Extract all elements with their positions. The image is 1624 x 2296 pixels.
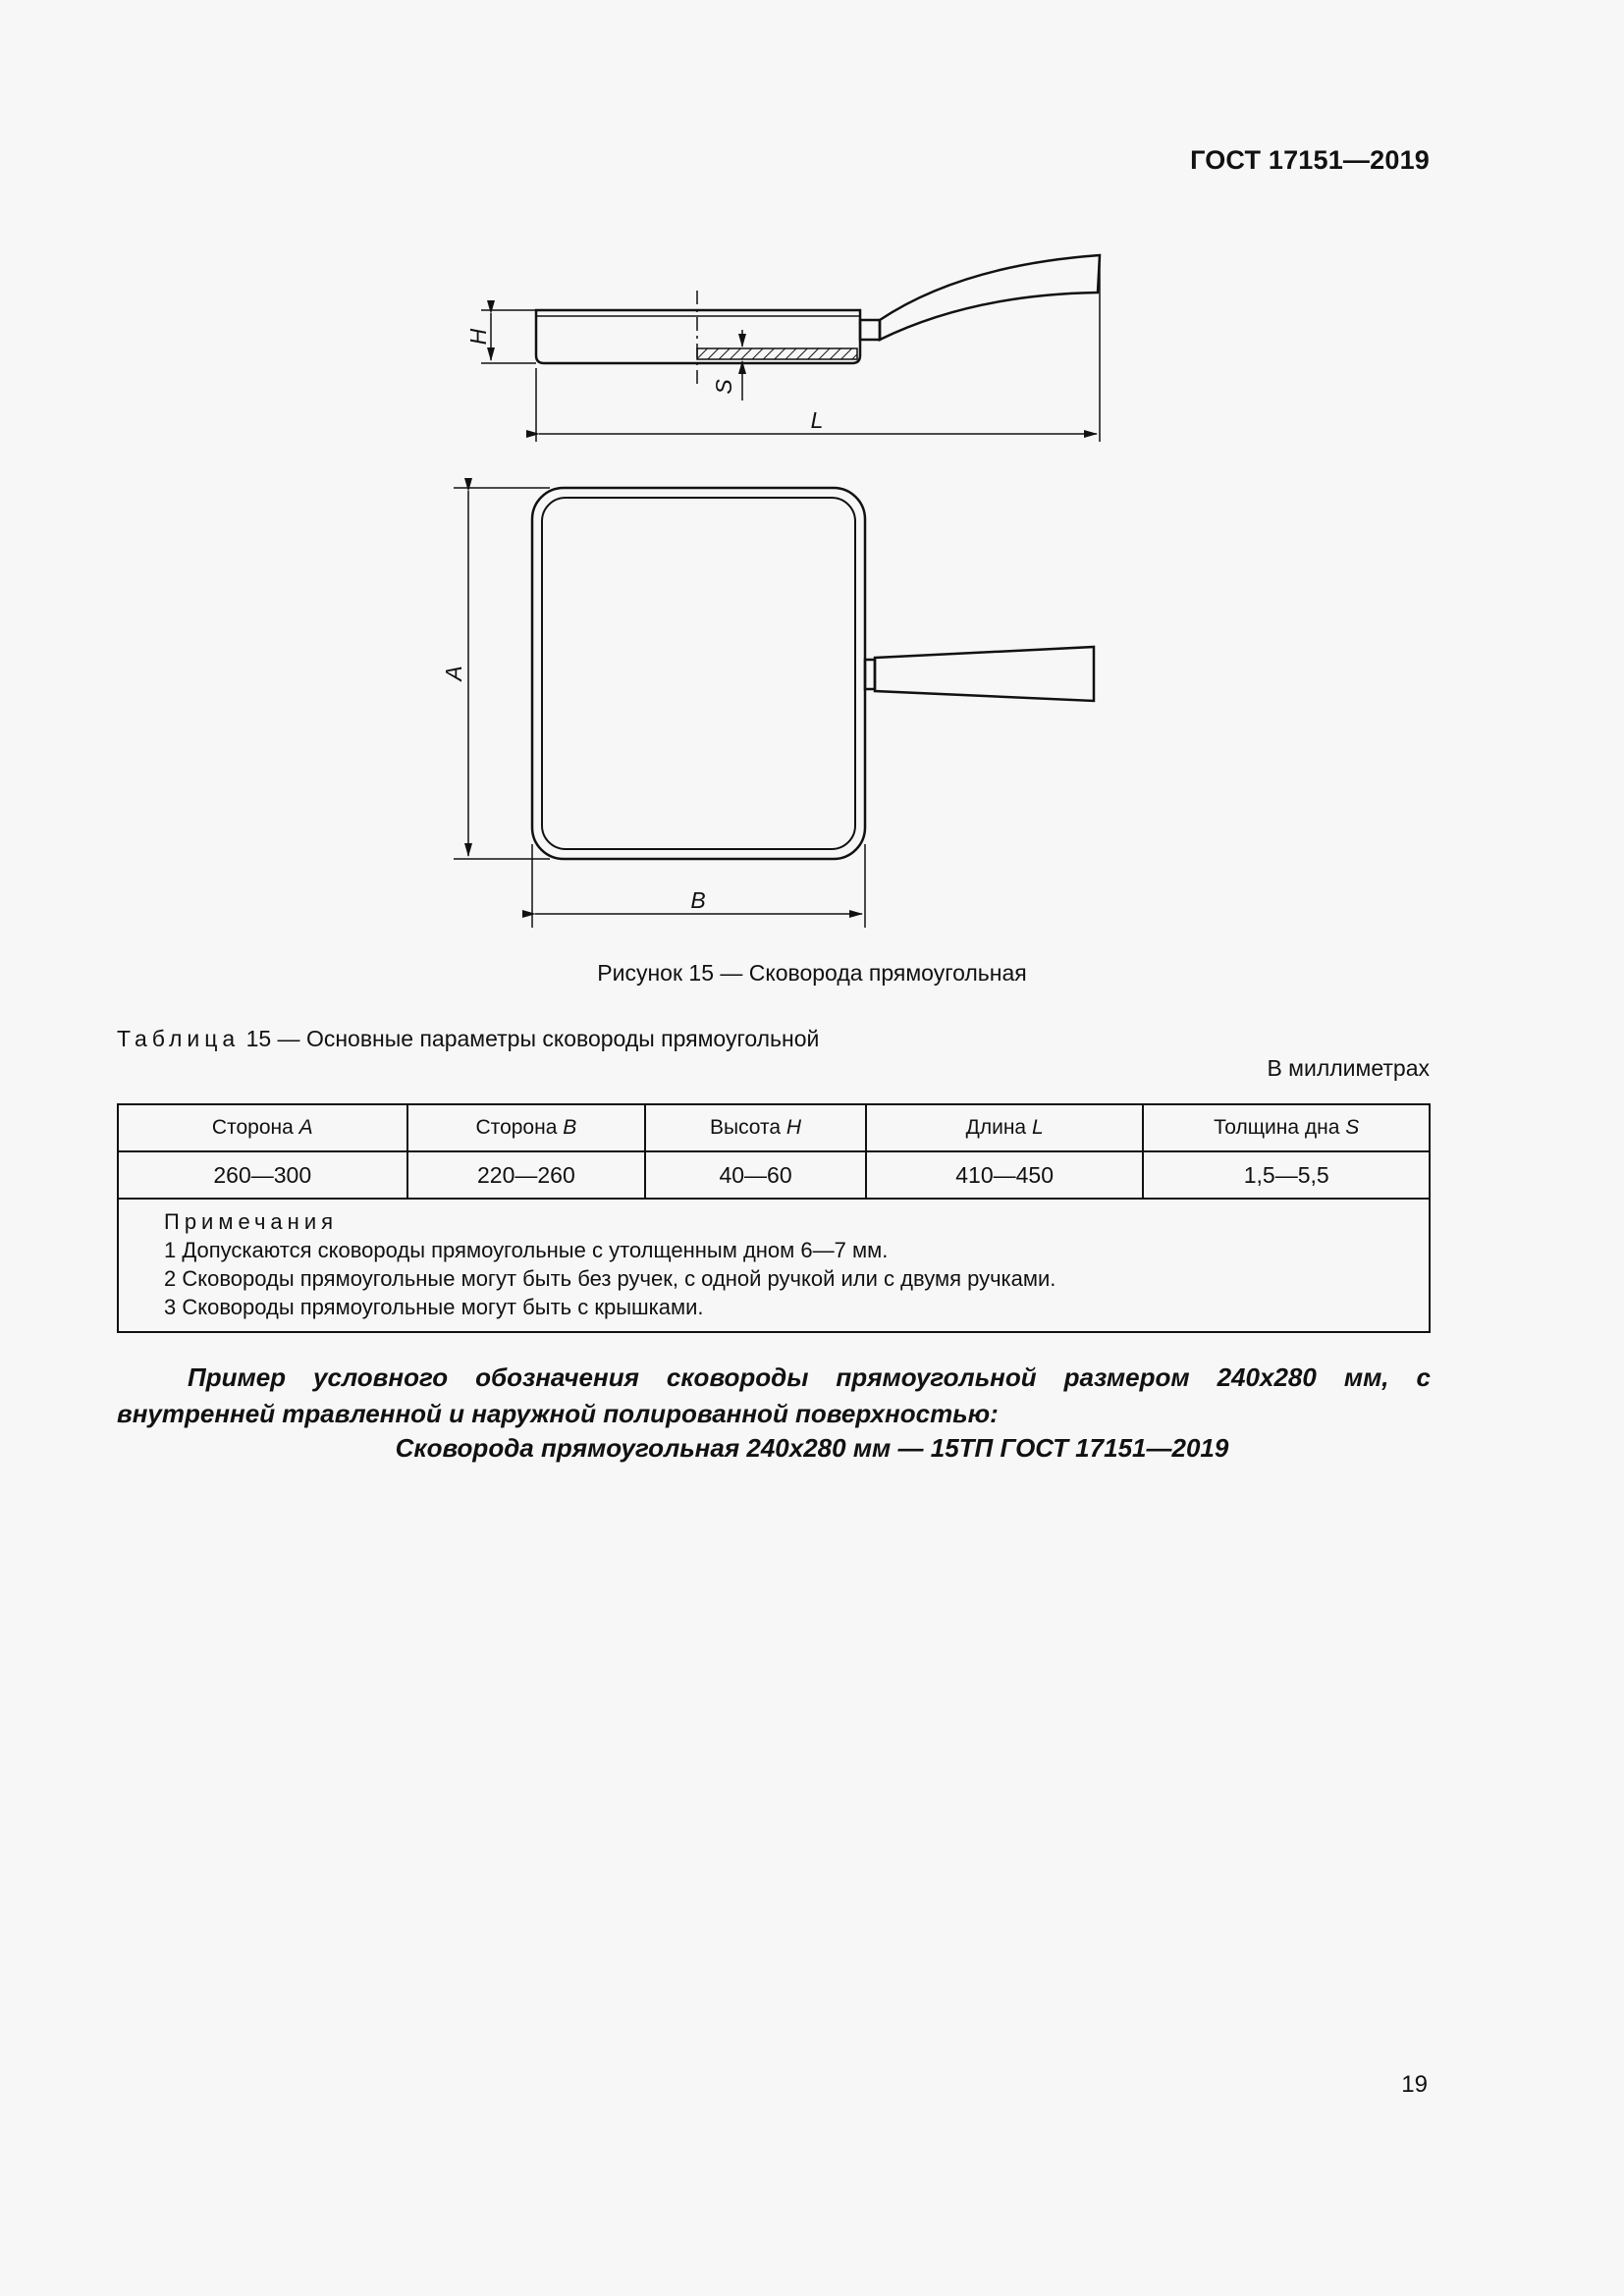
table-cell: 260—300 bbox=[118, 1151, 407, 1199]
handle-top-view bbox=[875, 647, 1094, 701]
table-units: В миллиметрах bbox=[1267, 1055, 1430, 1081]
document-number: ГОСТ 17151—2019 bbox=[1190, 145, 1430, 175]
table-header-row bbox=[118, 1104, 1430, 1151]
notes-title: Примечания bbox=[164, 1209, 339, 1234]
bottom-section-hatch bbox=[697, 348, 857, 359]
handle-connector-side bbox=[860, 320, 880, 340]
dim-label-S: S bbox=[711, 379, 736, 395]
example-designation: Сковорода прямоугольная 240x280 мм — 15ТП ГОСТ 17151—2019 bbox=[395, 1433, 1229, 1463]
parameters-table bbox=[117, 1103, 1431, 1333]
table-cell: 1,5—5,5 bbox=[1143, 1151, 1430, 1199]
column-header: Длина L bbox=[866, 1104, 1144, 1151]
pan-top-view-inner bbox=[542, 498, 855, 849]
dim-label-B: B bbox=[690, 887, 706, 913]
table-title-rest: 15 — Основные параметры сковороды прямоугольной bbox=[245, 1026, 820, 1051]
handle-connector-top bbox=[865, 660, 875, 689]
table-cell: 220—260 bbox=[407, 1151, 646, 1199]
table-cell: 410—450 bbox=[866, 1151, 1144, 1199]
figure-caption: Рисунок 15 — Сковорода прямоугольная bbox=[597, 960, 1027, 986]
note-item: 3 Сковороды прямоугольные могут быть с крышками. bbox=[164, 1295, 704, 1319]
column-header: Высота H bbox=[645, 1104, 866, 1151]
dim-label-H: H bbox=[465, 328, 491, 346]
table-cell: 40—60 bbox=[645, 1151, 866, 1199]
figure-15 bbox=[0, 0, 1624, 982]
note-item: 2 Сковороды прямоугольные могут быть без ручек, с одной ручкой или с двумя ручками. bbox=[164, 1266, 1056, 1291]
column-header: Толщина дна S bbox=[1143, 1104, 1430, 1151]
column-header: Сторона A bbox=[118, 1104, 407, 1151]
dim-label-A: A bbox=[441, 666, 466, 681]
handle-side-view bbox=[880, 255, 1100, 340]
note-item: 1 Допускаются сковороды прямоугольные с утолщенным дном 6—7 мм. bbox=[164, 1238, 889, 1262]
table-title bbox=[117, 1026, 819, 1052]
page-number: 19 bbox=[1401, 2071, 1428, 2098]
pan-drawing bbox=[0, 0, 1624, 982]
table-notes bbox=[118, 1199, 1430, 1332]
dim-label-L: L bbox=[810, 407, 824, 433]
example-paragraph: Пример условного обозначения сковороды прямоугольной размером 240x280 мм, с внутренней травленной и наружной полированной поверхностью: bbox=[117, 1362, 1431, 1428]
notes-row bbox=[118, 1199, 1430, 1332]
table-row bbox=[118, 1151, 1430, 1199]
pan-top-view-outer bbox=[532, 488, 865, 859]
column-header: Сторона B bbox=[407, 1104, 646, 1151]
table-title-word: Таблица bbox=[117, 1026, 241, 1051]
